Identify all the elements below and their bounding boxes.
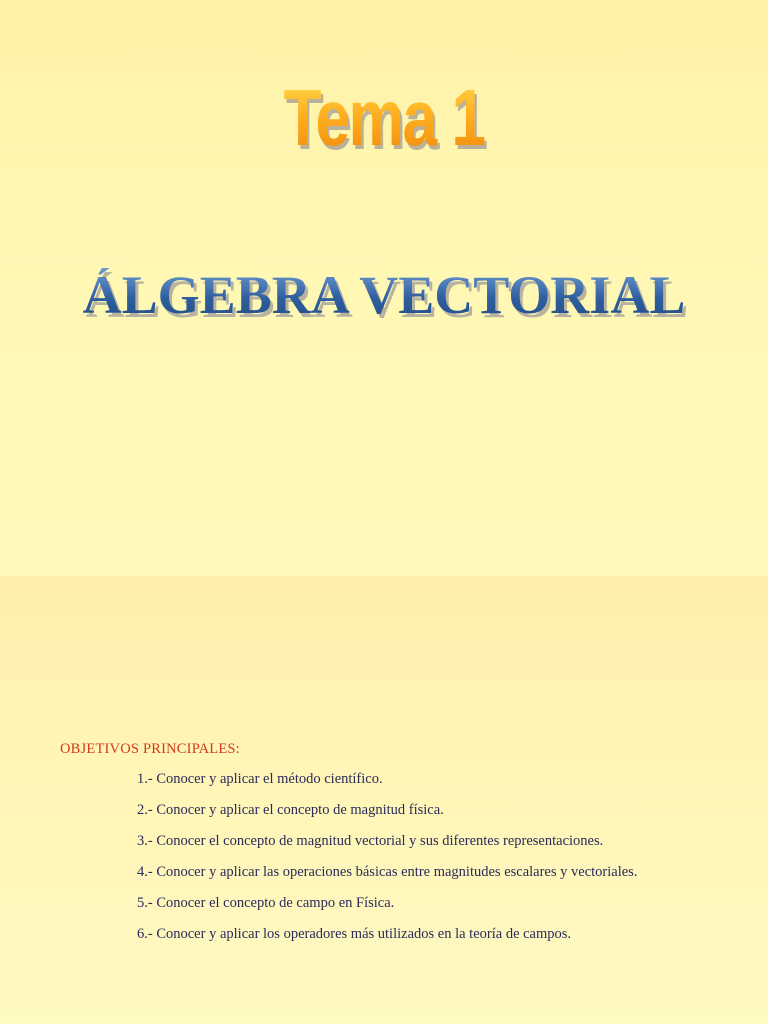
objective-item: 6.- Conocer y aplicar los operadores más utilizados en la teoría de campos. xyxy=(137,926,572,942)
objectives-slide xyxy=(0,576,768,1024)
objective-item: 5.- Conocer el concepto de campo en Física. xyxy=(137,895,395,911)
objectives-section xyxy=(60,741,720,956)
objectives-heading: OBJETIVOS PRINCIPALES: xyxy=(60,741,240,757)
objective-item: 1.- Conocer y aplicar el método científico. xyxy=(137,771,383,787)
objective-item: 4.- Conocer y aplicar las operaciones básicas entre magnitudes escalares y vectoriales. xyxy=(137,864,638,880)
main-title: ÁLGEBRA VECTORIAL xyxy=(0,268,768,322)
tema-title: Tema 1 xyxy=(84,78,683,158)
objectives-list xyxy=(60,770,720,943)
objective-item: 2.- Conocer y aplicar el concepto de magnitud física. xyxy=(137,802,444,818)
objective-item: 3.- Conocer el concepto de magnitud vectorial y sus diferentes representaciones. xyxy=(137,833,604,849)
